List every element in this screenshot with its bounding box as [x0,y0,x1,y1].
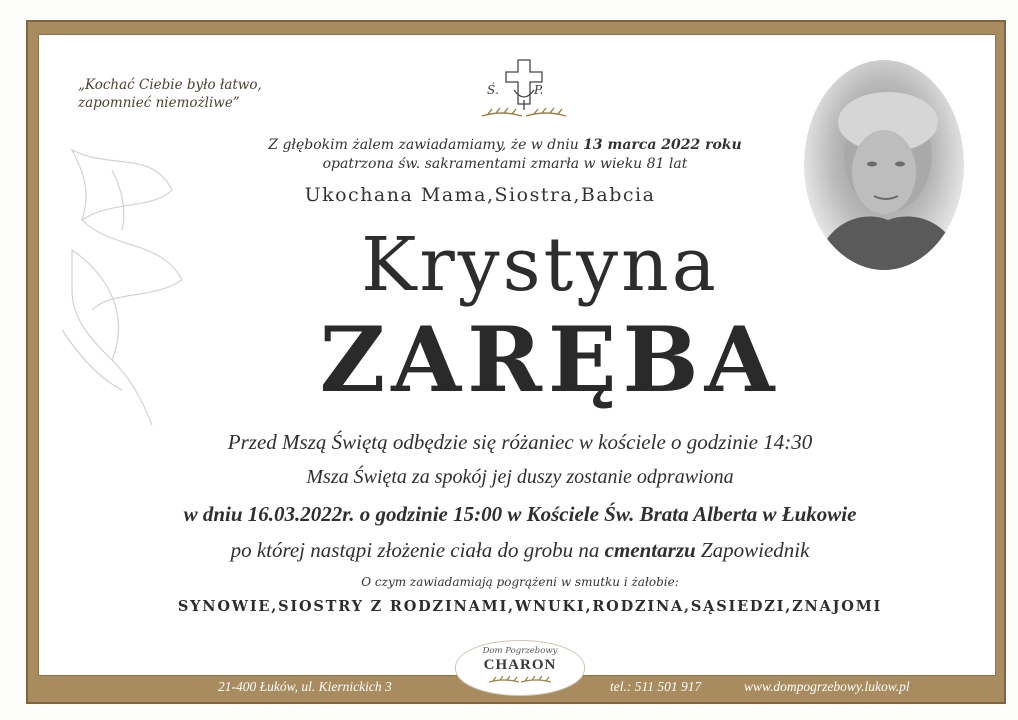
funeral-home-name: CHARON [483,657,557,673]
burial-place: cmentarzu [604,538,696,562]
laurel-icon [485,674,555,686]
funeral-home-website: www.dompogrzebowy.lukow.pl [744,679,910,694]
funeral-home-address: 21-400 Łuków, ul. Kiernickich 3 [218,679,392,694]
mass-info: Msza Święta za spokój jej duszy zostanie odprawiona [306,466,734,488]
emblem-letter-left: Ś. [487,83,500,97]
announcement-prefix: Z głębokim żalem zawiadamiamy, że w dniu [268,137,584,153]
emblem-letter-right: P. [534,83,544,97]
mourners-list: SYNOWIE,SIOSTRY Z RODZINAMI,WNUKI,RODZINA,SĄSIEDZI,ZNAJOMI [177,598,883,615]
funeral-home-phone: tel.: 511 501 917 [610,679,702,694]
burial-cemetery: Zapowiednik [695,538,810,562]
deceased-last-name: ZARĘBA [319,307,781,413]
announcement-line-1 [180,136,830,155]
memorial-quote [78,76,308,112]
mass-date-place: w dniu 16.03.2022r. o godzinie 15:00 w Kościele Św. Brata Alberta w Łukowie [183,502,857,526]
burial-info [120,538,920,563]
mourners-intro: O czym zawiadamiają pogrążeni w smutku i żałobie: [361,575,679,589]
burial-prefix: po której nastąpi złożenie ciała do grobu na [230,538,605,562]
quote-line-2: zapomnieć niemożliwe” [78,95,240,111]
deceased-first-name: Krystyna [361,222,719,308]
funeral-home-subtitle: Dom Pogrzebowy [482,646,558,656]
family-relation: Ukochana Mama,Siostra,Babcia [304,184,656,206]
announcement-line-2: opatrzona św. sakramentami zmarła w wieku 81 lat [322,156,688,172]
rosary-info: Przed Mszą Świętą odbędzie się różaniec w kościele o godzinie 14:30 [227,430,813,454]
quote-line-1: „Kochać Ciebie było łatwo, [78,77,262,93]
death-announcement [180,136,830,174]
funeral-home-logo [455,640,585,696]
death-date: 13 marca 2022 roku [583,137,742,153]
